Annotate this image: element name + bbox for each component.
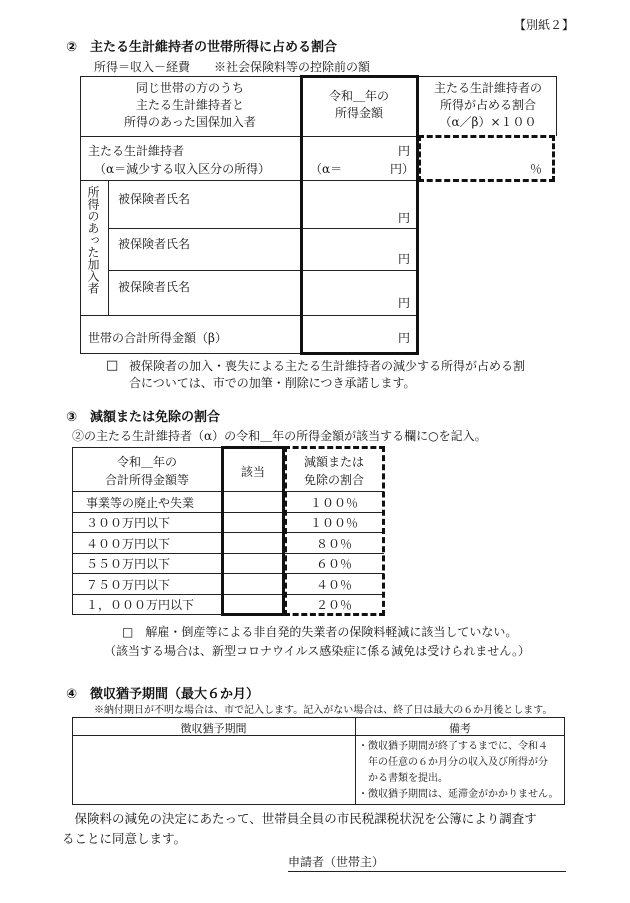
col-income-head: 令和＿年の 合計所得金額等 <box>104 455 189 487</box>
applicant-label: 申請者（世帯主） <box>288 855 385 869</box>
covid-note: （該当する場合は、新型コロナウイルス感染症に係る減免は受けられません。） <box>104 644 531 658</box>
header-members: 同じ世帯の方のうち 主たる生計維持者と 所得のあった国保加入者 <box>124 81 256 129</box>
section4-note: ※納付期日が不明な場合は、市で記入します。記入がない場合は、終了日は最大の６か月後とします。 <box>94 705 553 716</box>
alpha-input[interactable] <box>335 159 387 177</box>
section2-title: ② 主たる生計維持者の世帯所得に占める割合 <box>66 40 338 55</box>
alpha-close: 円） <box>390 162 415 176</box>
main-earner-label: 主たる生計維持者 <box>88 144 185 158</box>
section3-title: ③ 減額または免除の割合 <box>66 410 221 425</box>
consent-checkbox[interactable]: □ <box>106 358 119 373</box>
deferral-period-input[interactable] <box>76 739 351 801</box>
row-label: ４００万円以下 <box>86 537 171 551</box>
col-applicable-head: 該当 <box>240 465 265 479</box>
col-rate-head: 減額または 免除の割合 <box>303 455 364 487</box>
insured-label-1: 被保険者氏名 <box>118 192 191 206</box>
alpha-open: （α＝ <box>310 162 343 176</box>
deferral-period-head: 徴収猶予期間 <box>180 722 247 735</box>
row-rate: ８０％ <box>315 537 352 551</box>
agreement-text: 保険料の減免の決定にあたって、世帯員全員の市民税課税状況を公簿により調査す ることに同意します。 <box>62 811 537 846</box>
section4-title: ④ 徴収猶予期間（最大６か月） <box>66 687 260 702</box>
row-rate: ６０％ <box>315 557 352 571</box>
non-voluntary-check[interactable]: □ 解雇・倒産等による非自発的失業者の保険料軽減に該当していない。 <box>122 625 518 639</box>
row-rate: ４０％ <box>315 578 352 592</box>
income-formula: 所得＝収入－経費 ※社会保険料等の控除前の額 <box>94 60 371 74</box>
remarks-text: ・徴収猶予期間が終了するまでに、令和４ 年の任意の６か月分の収入及び所得が分 かる書類を提出。 ・徴収猶予期間は、延滞金がかかりません。 <box>358 741 559 800</box>
header-income-amount: 令和＿年の 所得金額 <box>328 89 389 120</box>
insured-label-3: 被保険者氏名 <box>118 280 191 294</box>
applicable-cell[interactable] <box>223 575 283 593</box>
applicable-cell[interactable] <box>223 555 283 573</box>
annex-label: 【別紙２】 <box>514 18 575 32</box>
total-income-label: 世帯の合計所得金額（β） <box>88 331 227 345</box>
applicable-cell[interactable] <box>223 493 283 511</box>
applicable-cell[interactable] <box>223 534 283 552</box>
vertical-members-label: 所得のあった加入者 <box>86 186 100 294</box>
yen-unit: 円 <box>398 252 411 266</box>
row-rate: １００％ <box>309 516 358 530</box>
percent-unit: ％ <box>530 162 543 176</box>
yen-unit: 円 <box>398 211 411 225</box>
applicable-cell[interactable] <box>223 514 283 532</box>
main-earner-sub: （α＝減少する収入区分の所得） <box>94 162 271 176</box>
applicable-cell[interactable] <box>223 596 283 614</box>
row-label: ５５０万円以下 <box>86 557 171 571</box>
yen-unit: 円 <box>398 296 411 310</box>
ratio-input[interactable] <box>432 141 542 175</box>
yen-unit: 円 <box>398 331 411 345</box>
row-rate: １００％ <box>309 496 358 510</box>
insured-label-2: 被保険者氏名 <box>118 237 191 251</box>
row-rate: ２０％ <box>315 598 352 612</box>
row-label: １，０００万円以下 <box>86 598 195 612</box>
row-label: ７５０万円以下 <box>86 578 171 592</box>
section3-instruction: ②の主たる生計維持者（α）の令和＿年の所得金額が該当する欄に○を記入。 <box>72 429 487 443</box>
consent-text: 被保険者の加入・喪失による主たる生計維持者の減少する所得が占める割 合については、市での加筆・削除につき承諾します。 <box>129 359 526 390</box>
header-ratio: 主たる生計維持者の 所得が占める割合 （α／β）×１００ <box>433 81 542 129</box>
row-label: 事業等の廃止や失業 <box>86 496 195 510</box>
applicant-signature-line[interactable] <box>288 871 566 872</box>
remarks-head: 備考 <box>449 722 471 735</box>
row-label: ３００万円以下 <box>86 516 171 530</box>
yen-unit: 円 <box>398 144 411 158</box>
